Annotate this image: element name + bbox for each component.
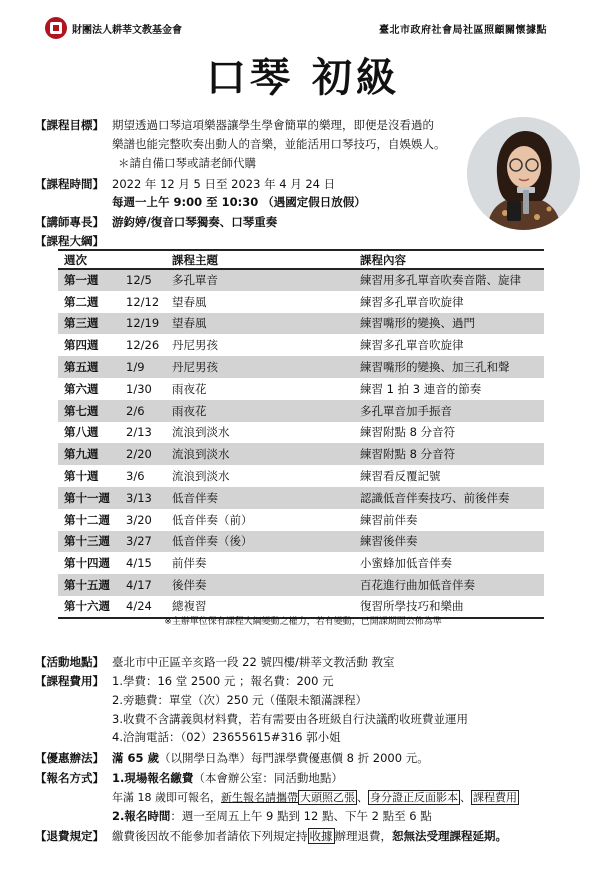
week-cell: 第九週 [58, 443, 126, 465]
week-cell: 第三週 [58, 313, 126, 335]
content-cell: 練習多孔單音吹旋律 [360, 294, 464, 309]
date-cell: 3/20 [126, 512, 152, 527]
content-cell: 練習嘴形的變換、加三孔和聲 [360, 356, 544, 378]
content-cell: 練習看反覆記號 [360, 469, 441, 484]
content-cell: 練習用多孔單音吹奏音階、旋律 [360, 269, 544, 291]
goal-line-1: 期望透過口琴這項樂器讓學生學會簡單的樂理，即便是沒看過的 [112, 118, 434, 132]
week-cell: 第七週 [58, 400, 126, 422]
content-cell: 練習附點 8 分音符 [360, 443, 544, 465]
time-label: 【課程時間】 [35, 177, 104, 191]
date-cell: 12/12 [126, 294, 160, 309]
schedule-table [58, 249, 544, 619]
signup-line-3 [112, 808, 432, 824]
goal-line-2: 樂譜也能完整吹奏出動人的音樂，並能活用口琴技巧，自娛娛人。 [112, 137, 446, 151]
discount-bold: 滿 65 歲 [112, 751, 160, 765]
table-row [58, 378, 544, 400]
content-cell: 小蜜蜂加低音伴奏 [360, 556, 452, 571]
refund-text [112, 828, 507, 844]
content-cell: 練習後伴奏 [360, 531, 544, 553]
content-cell: 練習 1 拍 3 連音的節奏 [360, 381, 482, 396]
fee-line-3: 3.收費不含講義與材料費，若有需要由各班級自行決議酌收班費並運用 [112, 712, 468, 726]
fee-label: 【課程費用】 [35, 674, 104, 688]
topic-cell: 低音伴奏（後） [172, 531, 360, 553]
refund-bold: 恕無法受理課程延期。 [392, 829, 507, 843]
fee-line-4: 4.洽詢電話：（02）23655615#316 郭小姐 [112, 730, 341, 744]
signup-time-label: 2.報名時間 [112, 809, 171, 823]
date-cell: 1/30 [126, 381, 152, 396]
goal-label: 【課程目標】 [35, 118, 104, 132]
date-cell: 2/13 [126, 425, 152, 440]
table-row [58, 552, 544, 574]
refund-label: 【退費規定】 [35, 829, 104, 843]
header-topic: 課程主題 [172, 250, 360, 269]
table-row [58, 422, 544, 444]
date-cell: 4/15 [126, 556, 152, 571]
topic-cell: 後伴奏 [172, 574, 360, 596]
topic-cell: 望春風 [172, 294, 207, 309]
table-row [58, 487, 544, 509]
signup-line-2: 年滿 18 歲即可報名，新生報名請攜帶 大頭照乙張 、 身分證正反面影本 、 課程費用 [112, 791, 517, 804]
fee-requirement: 課程費用 [473, 791, 517, 804]
table-row [58, 465, 544, 487]
time-line-2: 每週一上午 9:00 至 10:30 （遇國定假日放假） [112, 195, 366, 209]
date-cell: 1/9 [126, 356, 172, 378]
topic-cell: 多孔單音 [172, 269, 360, 291]
table-header-row [58, 250, 544, 269]
table-row [58, 291, 544, 313]
week-cell: 第十一週 [58, 487, 126, 509]
week-cell: 第六週 [64, 381, 99, 396]
week-cell: 第一週 [58, 269, 126, 291]
goal-line-3: ＊請自備口琴或請老師代購 [118, 156, 256, 170]
signup-line-1 [112, 770, 343, 786]
date-cell: 4/17 [126, 574, 172, 596]
content-cell: 練習前伴奏 [360, 512, 418, 527]
topic-cell: 雨夜花 [172, 400, 360, 422]
topic-cell: 低音伴奏 [172, 487, 360, 509]
content-cell: 復習所學技巧和樂曲 [360, 596, 544, 618]
gov-name: 臺北市政府社會局社區照顧關懷據點 [379, 25, 547, 36]
id-requirement: 身分證正反面影本 [370, 791, 458, 804]
signup-bring: 新生報名請攜帶 [221, 791, 298, 804]
date-cell: 3/6 [126, 469, 145, 484]
table-row [58, 269, 544, 291]
topic-cell: 流浪到淡水 [172, 469, 230, 484]
week-cell: 第二週 [64, 294, 99, 309]
foundation-logo [45, 17, 67, 39]
header-date [126, 250, 172, 269]
venue-value: 臺北市中正區辛亥路一段 22 號四樓/耕莘文教活動 教室 [112, 655, 395, 669]
content-cell: 認識低音伴奏技巧、前後伴奏 [360, 487, 544, 509]
date-cell: 3/13 [126, 487, 172, 509]
signup-time-value: ：週一至周五上午 9 點到 12 點、下午 2 點至 6 點 [170, 809, 432, 823]
date-cell: 2/20 [126, 443, 172, 465]
teacher-photo [467, 117, 580, 230]
discount-label: 【優惠辦法】 [35, 751, 104, 765]
fee-line-2: 2.旁聽費：單堂（次）250 元（僅限未額滿課程） [112, 693, 368, 707]
week-cell: 第十五週 [58, 574, 126, 596]
teacher-value: 游鈞婷/復音口琴獨奏、口琴重奏 [112, 215, 278, 229]
date-cell: 2/6 [126, 400, 172, 422]
table-row [58, 334, 544, 356]
page-title: 口琴 初級 [206, 55, 400, 101]
week-cell: 第十三週 [58, 531, 126, 553]
week-cell: 第五週 [58, 356, 126, 378]
topic-cell: 丹尼男孩 [172, 356, 360, 378]
date-cell: 12/5 [126, 269, 172, 291]
date-cell: 3/27 [126, 531, 172, 553]
topic-cell: 前伴奏 [172, 556, 207, 571]
table-row [58, 531, 544, 553]
table-note: ※主辦單位保有課程大綱變動之權力，若有變動，已開課期間公佈為準 [164, 617, 442, 627]
date-cell: 12/19 [126, 313, 172, 335]
org-name: 財團法人耕莘文教基金會 [72, 25, 182, 36]
table-row [58, 313, 544, 335]
topic-cell: 流浪到淡水 [172, 443, 360, 465]
topic-cell: 總複習 [172, 596, 360, 618]
topic-cell: 流浪到淡水 [172, 425, 230, 440]
week-cell: 第十四週 [64, 556, 110, 571]
date-cell: 12/26 [126, 338, 160, 353]
discount-text [112, 750, 429, 766]
content-cell: 多孔單音加手振音 [360, 400, 544, 422]
content-cell: 練習附點 8 分音符 [360, 425, 456, 440]
photo-requirement: 大頭照乙張 [300, 791, 355, 804]
outline-label: 【課程大綱】 [35, 234, 104, 248]
date-cell: 4/24 [126, 596, 172, 618]
refund-part-b: 辦理退費， [334, 829, 392, 843]
table-row [58, 509, 544, 531]
teacher-label: 【講師專長】 [35, 215, 104, 229]
table-row [58, 400, 544, 422]
week-cell: 第十週 [64, 469, 99, 484]
week-cell: 第八週 [64, 425, 99, 440]
signup-onsite: 1.現場報名繳費 [112, 771, 194, 785]
refund-part-a: 繳費後因故不能參加者請依下列規定持 [112, 829, 308, 843]
week-cell: 第四週 [64, 338, 99, 353]
content-cell: 百花進行曲加低音伴奏 [360, 574, 544, 596]
signup-label: 【報名方式】 [35, 771, 104, 785]
receipt-box: 收據 [309, 829, 333, 843]
topic-cell: 丹尼男孩 [172, 338, 218, 353]
content-cell: 練習嘴形的變換、過門 [360, 313, 544, 335]
topic-cell: 低音伴奏（前） [172, 512, 253, 527]
content-cell: 練習多孔單音吹旋律 [360, 338, 464, 353]
discount-rest: （以開學日為準）每門課學費優惠價 8 折 2000 元。 [159, 751, 429, 765]
topic-cell: 望春風 [172, 313, 360, 335]
table-row [58, 574, 544, 596]
signup-onsite-note: （本會辦公室：同活動地點） [193, 771, 343, 785]
header-week: 週次 [58, 250, 126, 269]
signup-age: 年滿 18 歲即可報名， [112, 791, 221, 804]
topic-cell: 雨夜花 [172, 381, 207, 396]
venue-label: 【活動地點】 [35, 655, 104, 669]
time-line-1: 2022 年 12 月 5 日至 2023 年 4 月 24 日 [112, 177, 336, 191]
week-cell: 第十六週 [58, 596, 126, 618]
table-row [58, 443, 544, 465]
table-row [58, 356, 544, 378]
fee-line-1: 1.學費：16 堂 2500 元 ；報名費：200 元 [112, 674, 334, 688]
teacher-portrait-icon [467, 117, 580, 230]
week-cell: 第十二週 [64, 512, 110, 527]
header-content: 課程內容 [360, 250, 544, 269]
